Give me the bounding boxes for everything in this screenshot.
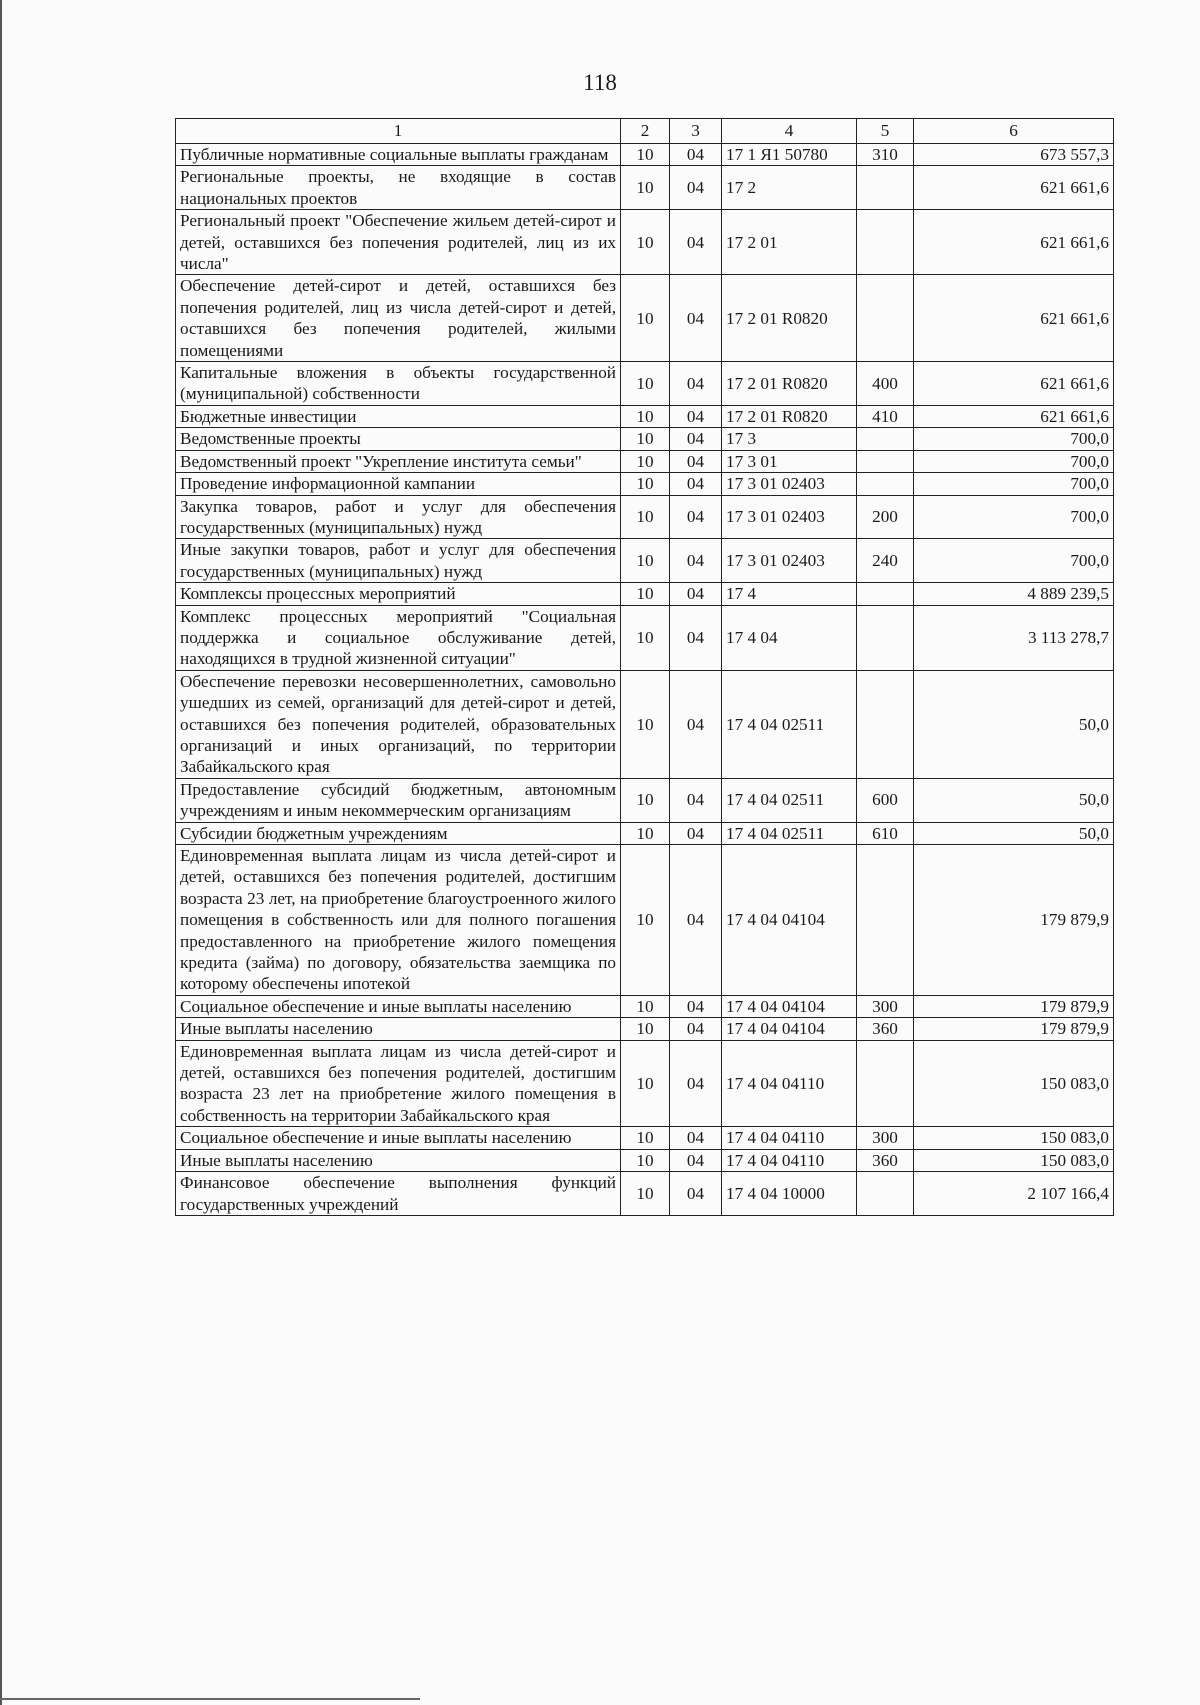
row-section: 10: [621, 144, 670, 166]
row-section: 10: [621, 210, 670, 275]
row-section: 10: [621, 405, 670, 427]
row-name: Бюджетные инвестиции: [176, 405, 621, 427]
row-expense-type: 360: [857, 1149, 914, 1171]
row-subsection: 04: [670, 495, 722, 539]
row-target-code: 17 2 01 R0820: [722, 275, 857, 362]
row-name: Проведение информационной кампании: [176, 473, 621, 495]
row-amount: 700,0: [914, 495, 1114, 539]
row-name: Региональные проекты, не входящие в состав национальных проектов: [176, 166, 621, 210]
row-target-code: 17 4 04 02511: [722, 822, 857, 844]
row-target-code: 17 4 04 04104: [722, 995, 857, 1017]
row-amount: 150 083,0: [914, 1127, 1114, 1149]
row-subsection: 04: [670, 822, 722, 844]
scan-edge-bottom: [0, 1698, 420, 1700]
row-amount: 150 083,0: [914, 1149, 1114, 1171]
row-amount: 700,0: [914, 450, 1114, 472]
row-name: Субсидии бюджетным учреждениям: [176, 822, 621, 844]
row-amount: 700,0: [914, 428, 1114, 450]
budget-table: [175, 118, 1114, 1216]
table-row: [176, 144, 1114, 166]
row-subsection: 04: [670, 583, 722, 605]
row-amount: 4 889 239,5: [914, 583, 1114, 605]
row-amount: 50,0: [914, 778, 1114, 822]
row-expense-type: [857, 1040, 914, 1127]
row-section: 10: [621, 539, 670, 583]
row-expense-type: [857, 210, 914, 275]
row-name: Комплексы процессных мероприятий: [176, 583, 621, 605]
header-col-4: 4: [722, 119, 857, 144]
row-name: Закупка товаров, работ и услуг для обеспечения государственных (муниципальных) нужд: [176, 495, 621, 539]
row-amount: 621 661,6: [914, 210, 1114, 275]
row-target-code: 17 4 04 02511: [722, 778, 857, 822]
row-section: 10: [621, 473, 670, 495]
row-name: Обеспечение детей-сирот и детей, оставшихся без попечения родителей, лиц из числа детей-сирот и детей, оставшихся без попечения родителей, жилыми помещениями: [176, 275, 621, 362]
table-row: [176, 1149, 1114, 1171]
row-section: 10: [621, 995, 670, 1017]
row-expense-type: 200: [857, 495, 914, 539]
row-subsection: 04: [670, 995, 722, 1017]
row-amount: 179 879,9: [914, 995, 1114, 1017]
row-section: 10: [621, 670, 670, 778]
row-expense-type: 410: [857, 405, 914, 427]
row-section: 10: [621, 275, 670, 362]
row-name: Единовременная выплата лицам из числа детей-сирот и детей, оставшихся без попечения родителей, достигшим возраста 23 лет, на приобретение благоустроенного жилого помещения в собственность или для полного погашения предоставленного на приобретение жилого помещения кредита (займа) по договору, обязательства заемщика по которому обеспечены ипотекой: [176, 845, 621, 996]
row-target-code: 17 4 04: [722, 605, 857, 670]
row-name: Публичные нормативные социальные выплаты гражданам: [176, 144, 621, 166]
table-row: [176, 450, 1114, 472]
row-amount: 621 661,6: [914, 362, 1114, 406]
row-subsection: 04: [670, 845, 722, 996]
row-expense-type: [857, 670, 914, 778]
row-target-code: 17 4 04 04110: [722, 1127, 857, 1149]
row-amount: 700,0: [914, 473, 1114, 495]
row-amount: 621 661,6: [914, 275, 1114, 362]
row-expense-type: 600: [857, 778, 914, 822]
table-row: [176, 1172, 1114, 1216]
row-target-code: 17 3 01 02403: [722, 473, 857, 495]
row-section: 10: [621, 845, 670, 996]
row-subsection: 04: [670, 1018, 722, 1040]
row-subsection: 04: [670, 210, 722, 275]
table-row: [176, 275, 1114, 362]
row-section: 10: [621, 1018, 670, 1040]
row-subsection: 04: [670, 778, 722, 822]
row-name: Предоставление субсидий бюджетным, автономным учреждениям и иным некоммерческим организациям: [176, 778, 621, 822]
row-expense-type: 310: [857, 144, 914, 166]
row-name: Капитальные вложения в объекты государственной (муниципальной) собственности: [176, 362, 621, 406]
row-amount: 621 661,6: [914, 405, 1114, 427]
row-name: Ведомственный проект "Укрепление института семьи": [176, 450, 621, 472]
row-name: Иные выплаты населению: [176, 1018, 621, 1040]
table-body: [176, 119, 1114, 1216]
table-header-row: [176, 119, 1114, 144]
row-section: 10: [621, 362, 670, 406]
row-expense-type: [857, 605, 914, 670]
row-expense-type: [857, 583, 914, 605]
row-target-code: 17 2 01: [722, 210, 857, 275]
table-row: [176, 778, 1114, 822]
row-name: Иные выплаты населению: [176, 1149, 621, 1171]
row-section: 10: [621, 1040, 670, 1127]
header-col-5: 5: [857, 119, 914, 144]
row-name: Ведомственные проекты: [176, 428, 621, 450]
header-col-2: 2: [621, 119, 670, 144]
table-row: [176, 1127, 1114, 1149]
table-row: [176, 1040, 1114, 1127]
table-row: [176, 495, 1114, 539]
row-name: Комплекс процессных мероприятий "Социальная поддержка и социальное обслуживание детей, находящихся в трудной жизненной ситуации": [176, 605, 621, 670]
row-amount: 179 879,9: [914, 845, 1114, 996]
row-expense-type: [857, 275, 914, 362]
row-subsection: 04: [670, 539, 722, 583]
row-target-code: 17 3 01: [722, 450, 857, 472]
row-expense-type: [857, 1172, 914, 1216]
row-section: 10: [621, 495, 670, 539]
row-expense-type: [857, 166, 914, 210]
row-subsection: 04: [670, 1040, 722, 1127]
row-target-code: 17 4 04 02511: [722, 670, 857, 778]
row-subsection: 04: [670, 405, 722, 427]
row-expense-type: 610: [857, 822, 914, 844]
row-name: Социальное обеспечение и иные выплаты населению: [176, 1127, 621, 1149]
row-amount: 621 661,6: [914, 166, 1114, 210]
table-row: [176, 362, 1114, 406]
row-subsection: 04: [670, 144, 722, 166]
table-row: [176, 995, 1114, 1017]
row-amount: 50,0: [914, 670, 1114, 778]
row-name: Обеспечение перевозки несовершеннолетних, самовольно ушедших из семей, организаций для детей-сирот и детей, оставшихся без попечения родителей, образовательных организаций и иных организаций, по территории Забайкальского края: [176, 670, 621, 778]
row-target-code: 17 4 04 04104: [722, 1018, 857, 1040]
row-target-code: 17 4 04 04110: [722, 1149, 857, 1171]
row-name: Финансовое обеспечение выполнения функций государственных учреждений: [176, 1172, 621, 1216]
row-expense-type: 300: [857, 995, 914, 1017]
header-col-1: 1: [176, 119, 621, 144]
row-name: Иные закупки товаров, работ и услуг для обеспечения государственных (муниципальных) нужд: [176, 539, 621, 583]
header-col-3: 3: [670, 119, 722, 144]
row-expense-type: 360: [857, 1018, 914, 1040]
row-section: 10: [621, 450, 670, 472]
row-expense-type: 300: [857, 1127, 914, 1149]
row-subsection: 04: [670, 670, 722, 778]
table-row: [176, 210, 1114, 275]
row-expense-type: [857, 473, 914, 495]
row-section: 10: [621, 1149, 670, 1171]
table-row: [176, 845, 1114, 996]
row-expense-type: [857, 428, 914, 450]
row-expense-type: 240: [857, 539, 914, 583]
row-subsection: 04: [670, 166, 722, 210]
table-row: [176, 822, 1114, 844]
row-target-code: 17 4 04 10000: [722, 1172, 857, 1216]
row-target-code: 17 4: [722, 583, 857, 605]
row-subsection: 04: [670, 605, 722, 670]
table-row: [176, 605, 1114, 670]
row-subsection: 04: [670, 362, 722, 406]
row-target-code: 17 3: [722, 428, 857, 450]
row-name: Единовременная выплата лицам из числа детей-сирот и детей, оставшихся без попечения родителей, достигшим возраста 23 лет на приобретение жилого помещения в собственность на территории Забайкальского края: [176, 1040, 621, 1127]
row-subsection: 04: [670, 1127, 722, 1149]
table-row: [176, 670, 1114, 778]
table-row: [176, 405, 1114, 427]
row-target-code: 17 1 Я1 50780: [722, 144, 857, 166]
row-subsection: 04: [670, 275, 722, 362]
table-row: [176, 473, 1114, 495]
row-target-code: 17 2 01 R0820: [722, 405, 857, 427]
row-target-code: 17 3 01 02403: [722, 495, 857, 539]
row-expense-type: 400: [857, 362, 914, 406]
row-section: 10: [621, 166, 670, 210]
table-row: [176, 166, 1114, 210]
row-amount: 673 557,3: [914, 144, 1114, 166]
row-subsection: 04: [670, 428, 722, 450]
row-target-code: 17 2 01 R0820: [722, 362, 857, 406]
row-expense-type: [857, 450, 914, 472]
row-amount: 3 113 278,7: [914, 605, 1114, 670]
table-row: [176, 539, 1114, 583]
row-section: 10: [621, 778, 670, 822]
row-section: 10: [621, 822, 670, 844]
header-col-6: 6: [914, 119, 1114, 144]
scan-edge-left: [0, 0, 2, 1705]
row-subsection: 04: [670, 473, 722, 495]
row-subsection: 04: [670, 450, 722, 472]
row-name: Социальное обеспечение и иные выплаты населению: [176, 995, 621, 1017]
row-target-code: 17 2: [722, 166, 857, 210]
table-row: [176, 428, 1114, 450]
row-section: 10: [621, 583, 670, 605]
row-target-code: 17 4 04 04104: [722, 845, 857, 996]
row-amount: 700,0: [914, 539, 1114, 583]
row-amount: 179 879,9: [914, 1018, 1114, 1040]
page-number: 118: [583, 70, 617, 95]
row-section: 10: [621, 1172, 670, 1216]
row-section: 10: [621, 605, 670, 670]
row-section: 10: [621, 1127, 670, 1149]
row-amount: 2 107 166,4: [914, 1172, 1114, 1216]
row-section: 10: [621, 428, 670, 450]
table-row: [176, 583, 1114, 605]
row-target-code: 17 3 01 02403: [722, 539, 857, 583]
table-row: [176, 1018, 1114, 1040]
row-amount: 50,0: [914, 822, 1114, 844]
row-subsection: 04: [670, 1149, 722, 1171]
row-target-code: 17 4 04 04110: [722, 1040, 857, 1127]
row-name: Региональный проект "Обеспечение жильем детей-сирот и детей, оставшихся без попечения родителей, лиц из их числа": [176, 210, 621, 275]
row-expense-type: [857, 845, 914, 996]
row-amount: 150 083,0: [914, 1040, 1114, 1127]
row-subsection: 04: [670, 1172, 722, 1216]
